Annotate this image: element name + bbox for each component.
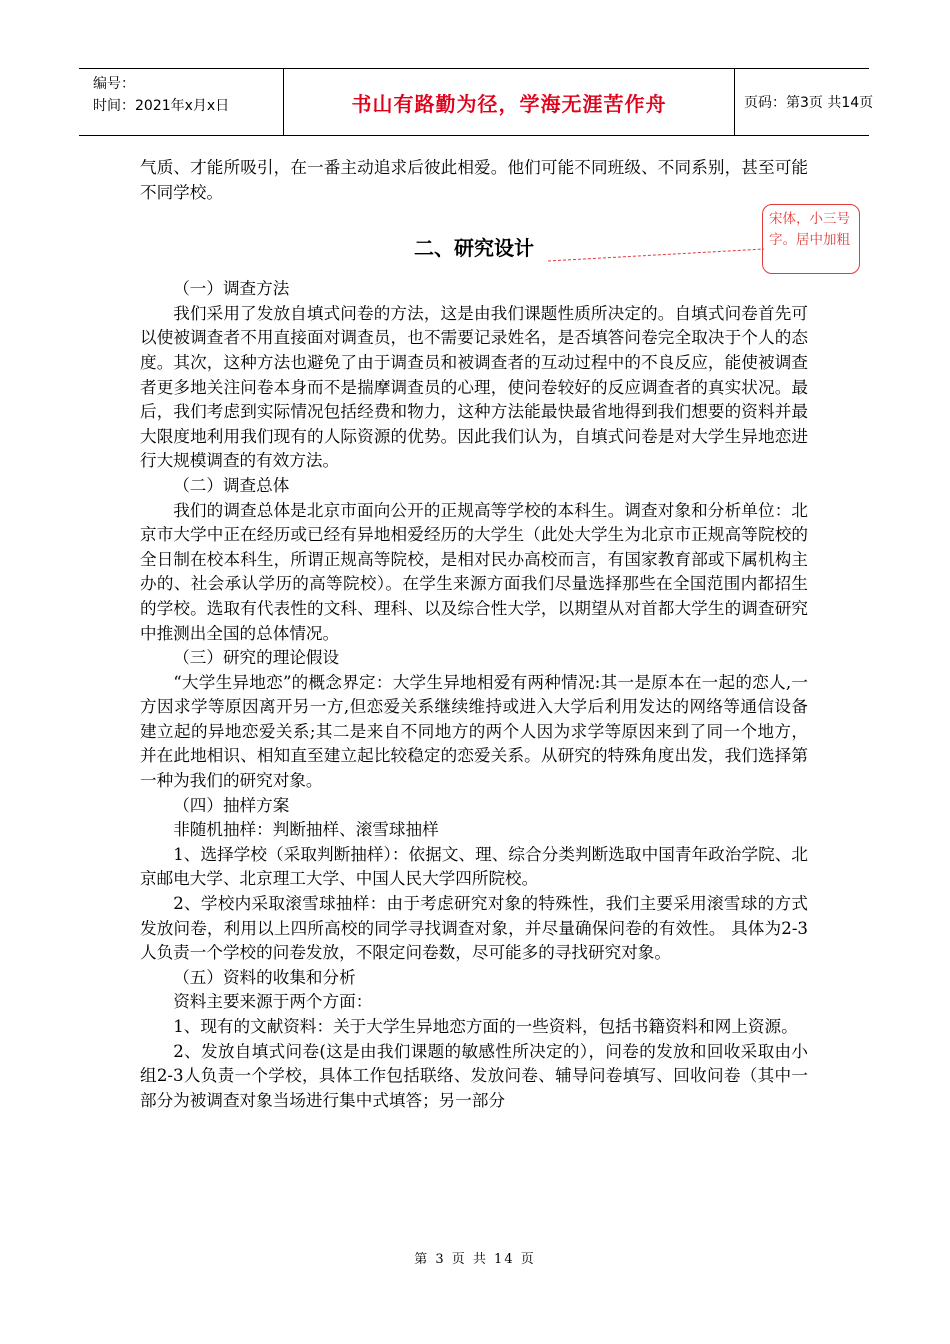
header-motto: 书山有路勤为径，学海无涯苦作舟	[351, 91, 667, 116]
header-page-info: 页码：第3页 共14页	[744, 95, 874, 111]
paragraph: 非随机抽样：判断抽样、滚雪球抽样	[173, 820, 439, 840]
paragraph: “大学生异地恋”的概念界定：大学生异地相爱有两种情况:其一是原本在一起的恋人,一方因求学等原因离开另一方,但恋爱关系继续维持或进入大学后利用发达的网络等通信设备建立起的异地恋爱关系;其二是来自不同地方的两个人因为求学等原因来到了同一个地方，并在此地相识、相知直至建立起比较稳定的恋爱关系。从研究的特殊角度出发，我们选择第一种为我们的研究对象。	[140, 672, 808, 791]
page-footer: 第 3 页 共 14 页	[414, 1252, 536, 1267]
subheading: （四）抽样方案	[173, 795, 290, 815]
subheading: （二）调查总体	[173, 475, 290, 495]
header-number-label: 编号：	[93, 76, 135, 92]
paragraph: 1、选择学校（采取判断抽样）：依据文、理、综合分类判断选取中国青年政治学院、北京邮电大学、北京理工大学、中国人民大学四所院校。	[140, 844, 808, 889]
document-body	[140, 156, 808, 1113]
section-heading: 二、研究设计	[414, 236, 534, 261]
paragraph: 我们采用了发放自填式问卷的方法，这是由我们课题性质所决定的。自填式问卷首先可以使被调查者不用直接面对调查员，也不需要记录姓名，是否填答问卷完全取决于个人的态度。其次，这种方法也避免了由于调查员和被调查者的互动过程中的不良反应，能使被调查者更多地关注问卷本身而不是揣摩调查员的心理，使问卷较好的反应调查者的真实状况。最后，我们考虑到实际情况包括经费和物力，这种方法能最快最省地得到我们想要的资料并最大限度地利用我们现有的人际资源的优势。因此我们认为，自填式问卷是对大学生异地恋进行大规模调查的有效方法。	[140, 303, 808, 471]
header-motto-cell	[283, 69, 735, 135]
subheading: （一）调查方法	[173, 279, 290, 299]
subheading: （五）资料的收集和分析	[173, 967, 356, 987]
page-header	[79, 68, 874, 136]
paragraph: 1、现有的文献资料：关于大学生异地恋方面的一些资料，包括书籍资料和网上资源。	[173, 1017, 798, 1036]
subheading: （三）研究的理论假设	[173, 648, 340, 668]
paragraph: 资料主要来源于两个方面：	[173, 992, 373, 1012]
paragraph: 2、学校内采取滚雪球抽样：由于考虑研究对象的特殊性，我们主要采用滚雪球的方式发放问卷，利用以上四所高校的同学寻找调查对象，并尽量确保问卷的有效性。 具体为2-3人负责一个学校的问卷发放，不限定问卷数，尽可能多的寻找研究对象。	[140, 894, 808, 963]
paragraph: 我们的调查总体是北京市面向公开的正规高等学校的本科生。调查对象和分析单位：北京市大学中正在经历或已经有异地相爱经历的大学生（此处大学生为北京市正规高等院校的全日制在校本科生，所谓正规高等院校，是相对民办高校而言，有国家教育部或下属机构主办的、社会承认学历的高等院校）。在学生来源方面我们尽量选择那些在全国范围内都招生的学校。选取有代表性的文科、理科、以及综合性大学，以期望从对首都大学生的调查研究中推测出全国的总体情况。	[140, 500, 808, 643]
comment-annotation: 宋体，小三号字。居中加粗	[762, 204, 860, 274]
annotation-leader-line	[548, 245, 764, 265]
paragraph: 气质、才能所吸引，在一番主动追求后彼此相爱。他们可能不同班级、不同系别，甚至可能不同学校。	[140, 158, 808, 202]
header-time-label: 时间：2021年x月x日	[93, 98, 230, 114]
paragraph: 2、发放自填式问卷(这是由我们课题的敏感性所决定的），问卷的发放和回收采取由小组2-3人负责一个学校，具体工作包括联络、发放问卷、辅导问卷填写、回收问卷（其中一部分为被调查对象当场进行集中式填答；另一部分	[140, 1041, 808, 1110]
header-left-cell	[79, 69, 283, 135]
